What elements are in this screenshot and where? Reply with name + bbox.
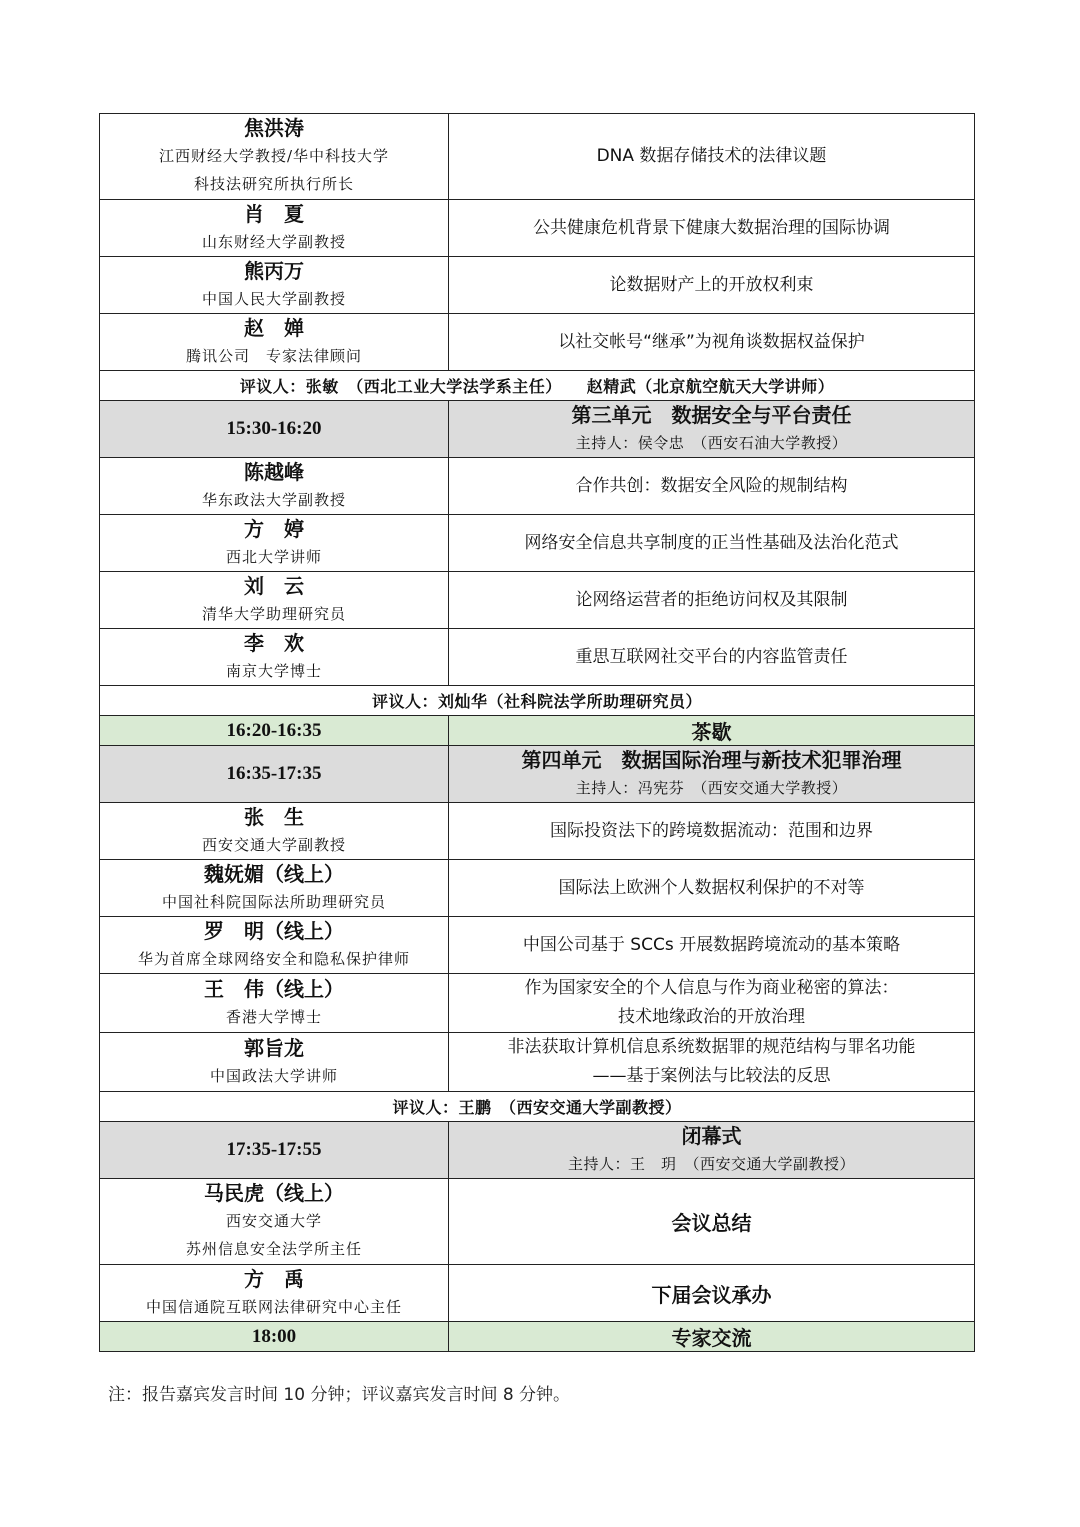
table-row	[100, 1179, 975, 1265]
speaker-affiliation: 西安交通大学副教授	[201, 835, 346, 854]
table-row	[100, 1322, 975, 1352]
speaker-affiliation: 南京大学博士	[225, 661, 322, 680]
speaker-name: 肖 夏	[244, 201, 304, 226]
speaker-cell	[100, 200, 449, 257]
topic-cell	[449, 458, 975, 515]
speaker-affiliation: 中国人民大学副教授	[201, 289, 346, 308]
topic-cell	[449, 314, 975, 371]
reviewer-row	[100, 1092, 975, 1122]
talk-topic: DNA 数据存储技术的法律议题	[596, 146, 827, 166]
session-host: 主持人：冯宪芬 （西安交通大学教授）	[575, 779, 848, 797]
table-row	[100, 200, 975, 257]
speaker-name: 焦洪涛	[244, 116, 304, 140]
speaker-name: 马民虎（线上）	[204, 1181, 344, 1205]
speaker-cell	[100, 917, 449, 974]
speaker-name: 陈越峰	[244, 459, 304, 484]
talk-topic: 中国公司基于 SCCs 开展数据跨境流动的基本策略	[522, 934, 901, 955]
talk-topic: 下届会议承办	[651, 1282, 772, 1307]
table-row	[100, 1033, 975, 1092]
speaker-cell	[100, 1265, 449, 1322]
break-label: 茶歇	[449, 716, 975, 746]
footnote: 注：报告嘉宾发言时间 10 分钟；评议嘉宾发言时间 8 分钟。	[108, 1385, 571, 1405]
speaker-cell	[100, 803, 449, 860]
speaker-affiliation: 苏州信息安全法学所主任	[185, 1240, 362, 1258]
speaker-affiliation: 中国信通院互联网法律研究中心主任	[145, 1297, 402, 1316]
talk-topic: 论数据财产上的开放权利束	[609, 274, 814, 295]
talk-topic: 国际法上欧洲个人数据权利保护的不对等	[558, 877, 865, 898]
speaker-name: 方 婷	[244, 516, 304, 541]
break-label: 专家交流	[449, 1322, 975, 1352]
topic-cell	[449, 629, 975, 686]
talk-topic: 公共健康危机背景下健康大数据治理的国际协调	[533, 217, 890, 238]
speaker-cell	[100, 515, 449, 572]
talk-topic: ——基于案例法与比较法的反思	[592, 1066, 831, 1086]
speaker-name: 方 禹	[244, 1266, 304, 1291]
session-host: 主持人：王 玥 （西安交通大学副教授）	[567, 1155, 855, 1173]
speaker-name: 罗 明（线上）	[204, 918, 344, 943]
speaker-cell	[100, 114, 449, 200]
talk-topic: 网络安全信息共享制度的正当性基础及法治化范式	[524, 532, 899, 553]
speaker-cell	[100, 860, 449, 917]
speaker-affiliation: 中国社科院国际法所助理研究员	[161, 892, 386, 911]
reviewer-text: 评议人：张敏 （西北工业大学法学系主任） 赵精武（北京航空航天大学讲师）	[239, 377, 835, 396]
talk-topic: 非法获取计算机信息系统数据罪的规范结构与罪名功能	[507, 1037, 916, 1057]
speaker-affiliation: 山东财经大学副教授	[201, 232, 346, 251]
speaker-name: 魏妩媚（线上）	[204, 861, 344, 886]
topic-cell	[449, 974, 975, 1033]
speaker-name: 王 伟（线上）	[204, 976, 344, 1001]
session-time: 15:30-16:20	[100, 401, 449, 458]
speaker-cell	[100, 458, 449, 515]
speaker-affiliation: 华东政法大学副教授	[201, 490, 346, 509]
topic-cell	[449, 803, 975, 860]
break-time: 18:00	[100, 1322, 449, 1352]
speaker-name: 郭旨龙	[244, 1035, 304, 1060]
speaker-affiliation: 清华大学助理研究员	[201, 604, 346, 623]
speaker-cell	[100, 572, 449, 629]
topic-cell	[449, 200, 975, 257]
topic-cell	[449, 515, 975, 572]
table-row	[100, 746, 975, 803]
reviewer-row	[100, 371, 975, 401]
session-time: 17:35-17:55	[100, 1122, 449, 1179]
reviewer-text: 评议人：刘灿华（社科院法学所助理研究员）	[371, 692, 702, 711]
table-row	[100, 314, 975, 371]
speaker-affiliation: 华为首席全球网络安全和隐私保护律师	[137, 949, 410, 968]
table-row	[100, 716, 975, 746]
speaker-cell	[100, 1033, 449, 1092]
topic-cell	[449, 1265, 975, 1322]
session-cell	[449, 1122, 975, 1179]
speaker-name: 李 欢	[244, 630, 304, 655]
speaker-cell	[100, 257, 449, 314]
speaker-name: 刘 云	[244, 573, 304, 598]
table-row	[100, 572, 975, 629]
session-title: 第三单元 数据安全与平台责任	[571, 403, 852, 427]
talk-topic: 以社交帐号“继承”为视角谈数据权益保护	[558, 331, 865, 352]
table-row	[100, 257, 975, 314]
speaker-cell	[100, 974, 449, 1033]
speaker-cell	[100, 314, 449, 371]
table-row	[100, 1092, 975, 1122]
topic-cell	[449, 572, 975, 629]
speaker-cell	[100, 629, 449, 686]
topic-cell	[449, 257, 975, 314]
topic-cell	[449, 1033, 975, 1092]
topic-cell	[449, 114, 975, 200]
table-row	[100, 515, 975, 572]
session-title: 闭幕式	[681, 1124, 742, 1148]
session-cell	[449, 746, 975, 803]
talk-topic: 重思互联网社交平台的内容监管责任	[575, 646, 848, 667]
speaker-affiliation: 西北大学讲师	[225, 547, 322, 566]
schedule-table	[99, 113, 975, 1352]
table-row	[100, 803, 975, 860]
talk-topic: 论网络运营者的拒绝访问权及其限制	[575, 589, 848, 610]
speaker-affiliation: 科技法研究所执行所长	[193, 175, 354, 193]
table-row	[100, 371, 975, 401]
table-row	[100, 917, 975, 974]
table-row	[100, 1265, 975, 1322]
speaker-name: 张 生	[244, 804, 304, 829]
speaker-name: 熊丙万	[244, 258, 304, 283]
talk-topic: 作为国家安全的个人信息与作为商业秘密的算法：	[524, 978, 899, 998]
speaker-name: 赵 婵	[244, 315, 304, 340]
speaker-affiliation: 中国政法大学讲师	[209, 1066, 338, 1085]
speaker-cell	[100, 1179, 449, 1265]
speaker-affiliation: 腾讯公司 专家法律顾问	[185, 346, 362, 365]
table-row	[100, 860, 975, 917]
talk-topic: 技术地缘政治的开放治理	[618, 1007, 805, 1027]
talk-topic: 合作共创：数据安全风险的规制结构	[575, 475, 848, 496]
speaker-affiliation: 香港大学博士	[225, 1007, 322, 1026]
table-row	[100, 401, 975, 458]
topic-cell	[449, 860, 975, 917]
topic-cell	[449, 917, 975, 974]
speaker-affiliation: 西安交通大学	[225, 1212, 322, 1230]
topic-cell	[449, 1179, 975, 1265]
reviewer-text: 评议人：王鹏 （西安交通大学副教授）	[392, 1098, 682, 1117]
table-row	[100, 629, 975, 686]
reviewer-row	[100, 686, 975, 716]
session-time: 16:35-17:35	[100, 746, 449, 803]
session-cell	[449, 401, 975, 458]
talk-topic: 会议总结	[671, 1211, 752, 1235]
break-time: 16:20-16:35	[100, 716, 449, 746]
speaker-affiliation: 江西财经大学教授/华中科技大学	[158, 147, 390, 165]
table-row	[100, 974, 975, 1033]
table-row	[100, 686, 975, 716]
session-title: 第四单元 数据国际治理与新技术犯罪治理	[521, 748, 902, 772]
session-host: 主持人：侯令忠 （西安石油大学教授）	[575, 434, 848, 452]
table-row	[100, 1122, 975, 1179]
table-row	[100, 458, 975, 515]
talk-topic: 国际投资法下的跨境数据流动：范围和边界	[550, 820, 873, 841]
table-row	[100, 114, 975, 200]
